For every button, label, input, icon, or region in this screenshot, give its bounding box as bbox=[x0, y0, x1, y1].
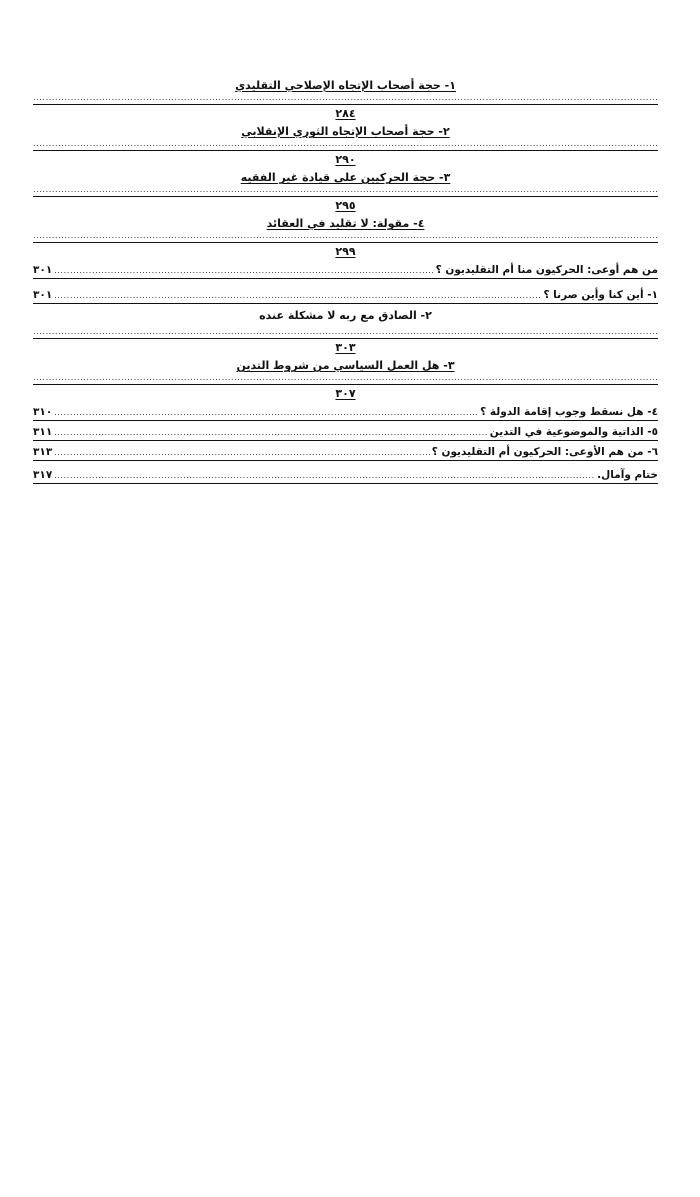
toc-entry-label: ١- أين كنا وأين صرنا ؟ bbox=[543, 289, 658, 301]
divider bbox=[33, 242, 658, 243]
dot-leader bbox=[54, 405, 478, 420]
toc-page-number: ٢٩٥ bbox=[335, 199, 356, 212]
toc-block bbox=[33, 170, 658, 213]
toc-entry-label: ٥- الذاتية والموضوعية في التدين bbox=[489, 426, 658, 438]
toc-entry-label: من هم أوعى: الحركيون منا أم التقليديون ؟ bbox=[435, 264, 658, 276]
toc-block bbox=[33, 78, 658, 121]
toc-title: ٣- هل العمل السياسي من شروط التدين bbox=[236, 359, 455, 372]
toc-entry-label: ٤- هل نسقط وجوب إقامة الدولة ؟ bbox=[480, 406, 658, 418]
toc-entry-page: ٣٠١ bbox=[33, 264, 53, 276]
dot-leader bbox=[54, 288, 541, 303]
dot-leader bbox=[54, 263, 433, 278]
toc-page-number: ٣٠٣ bbox=[335, 341, 356, 354]
toc-entry-page: ٣١٠ bbox=[33, 406, 53, 418]
dot-leader bbox=[54, 445, 430, 460]
toc-entry-label: ختام وآمال. bbox=[597, 469, 658, 481]
toc-page-number: ٢٩٩ bbox=[335, 245, 356, 258]
toc-entry bbox=[33, 445, 658, 461]
toc-entry-page: ٣١٣ bbox=[33, 446, 53, 458]
toc-title: ٢- حجة أصحاب الإتجاه الثوري الإنقلابي bbox=[241, 125, 450, 138]
toc-block bbox=[33, 308, 658, 355]
toc-entry-label: ٦- من هم الأوعى: الحركيون أم التقليديون ؟ bbox=[431, 446, 658, 458]
dot-leader bbox=[54, 425, 488, 440]
toc-block bbox=[33, 124, 658, 167]
dot-leader bbox=[33, 94, 658, 102]
toc-title: ١- حجة أصحاب الإتجاه الإصلاحي التقليدي bbox=[235, 79, 456, 92]
toc-entry-page: ٣٠١ bbox=[33, 289, 53, 301]
dot-leader bbox=[33, 374, 658, 382]
divider bbox=[33, 104, 658, 105]
dot-leader bbox=[33, 328, 658, 336]
toc-entry bbox=[33, 468, 658, 484]
divider bbox=[33, 196, 658, 197]
toc-title: ٤- مقولة: لا تقليد في العقائد bbox=[266, 217, 425, 230]
toc-entry-page: ٣١١ bbox=[33, 426, 53, 438]
table-of-contents bbox=[33, 78, 658, 484]
toc-block bbox=[33, 358, 658, 401]
divider bbox=[33, 338, 658, 339]
dot-leader bbox=[33, 140, 658, 148]
dot-leader bbox=[33, 232, 658, 240]
toc-entry bbox=[33, 405, 658, 421]
toc-page-number: ٢٨٤ bbox=[335, 107, 356, 120]
toc-title: ٣- حجة الحركيين على قيادة غير الفقيه bbox=[240, 171, 451, 184]
divider bbox=[33, 150, 658, 151]
toc-page-number: ٣٠٧ bbox=[335, 387, 356, 400]
toc-entry bbox=[33, 425, 658, 441]
divider bbox=[33, 384, 658, 385]
toc-title: ٢- الصادق مع ربه لا مشكلة عنده bbox=[259, 309, 432, 322]
dot-leader bbox=[33, 186, 658, 194]
dot-leader bbox=[54, 468, 595, 483]
toc-block bbox=[33, 216, 658, 259]
toc-page-number: ٢٩٠ bbox=[335, 153, 356, 166]
toc-entry bbox=[33, 263, 658, 279]
toc-entry-page: ٣١٧ bbox=[33, 469, 53, 481]
toc-entry bbox=[33, 288, 658, 304]
